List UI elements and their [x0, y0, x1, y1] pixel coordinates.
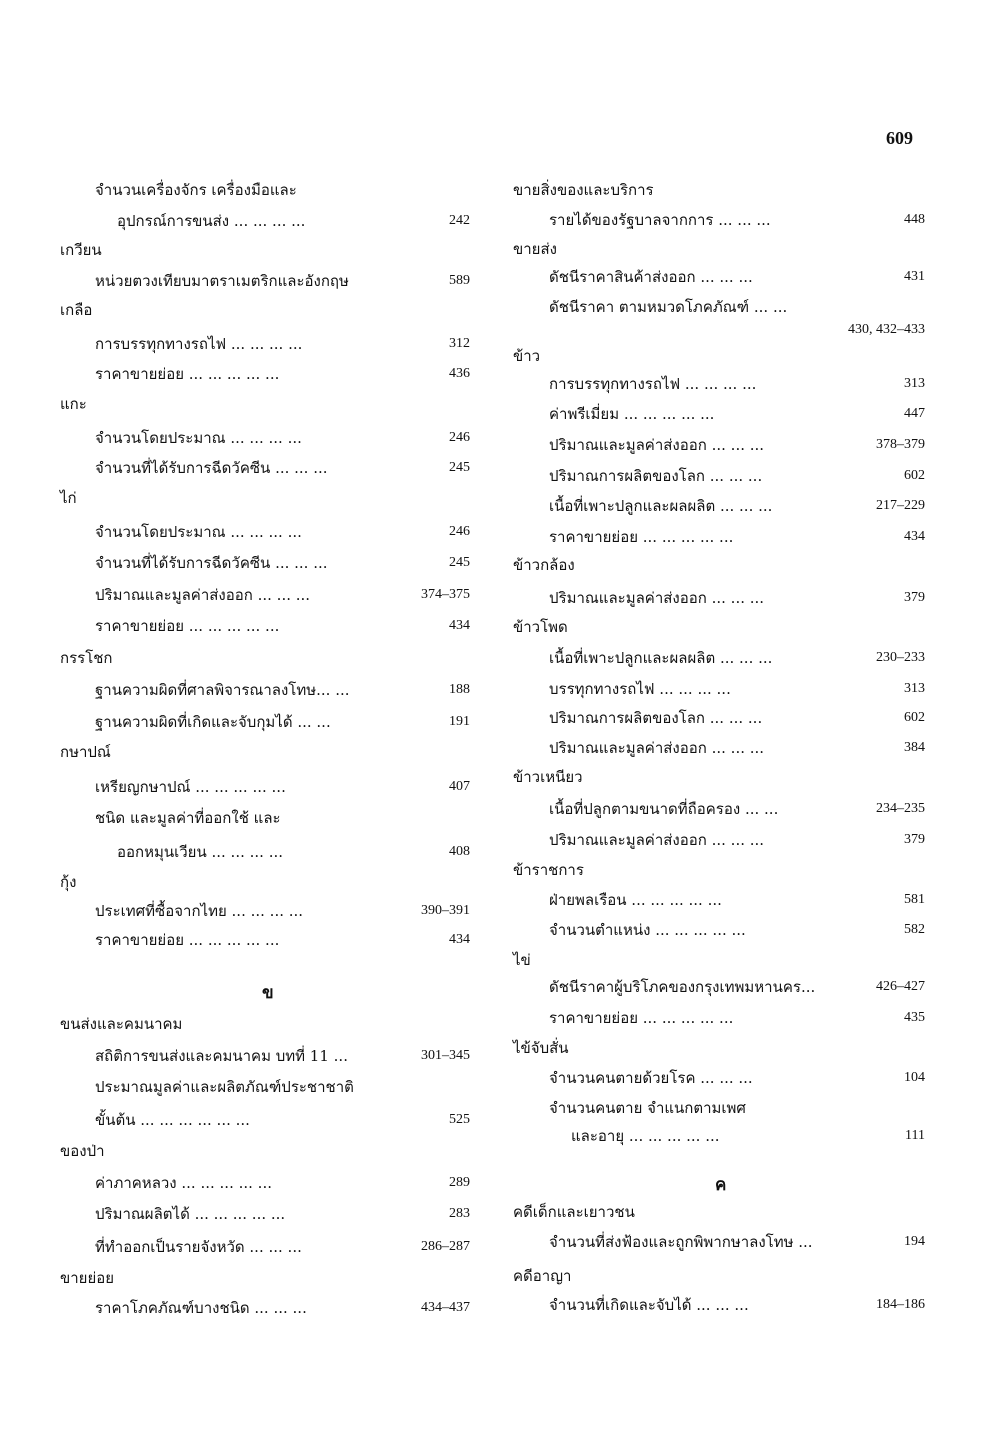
index-entry-page: 374–375 — [421, 587, 470, 602]
index-entry-page: 525 — [449, 1112, 470, 1127]
index-entry-page: 194 — [904, 1234, 925, 1249]
index-entry-text: เหรียญกษาปณ์ ... ... ... ... ... — [95, 778, 286, 796]
index-entry-text: ปริมาณการผลิตของโลก ... ... ... — [549, 709, 763, 727]
index-heading: ขายสิ่งของและบริการ — [513, 181, 654, 199]
index-entry-text: ราคาขายย่อย ... ... ... ... ... — [549, 1009, 734, 1027]
index-entry-text: จำนวนคนตายด้วยโรค ... ... ... — [549, 1069, 753, 1087]
index-entry-page: 434 — [449, 932, 470, 947]
index-heading: แกะ — [60, 395, 87, 413]
index-entry-text: เนื้อที่ปลูกตามขนาดที่ถือครอง ... ... — [549, 800, 779, 818]
index-entry-text: ปริมาณและมูลค่าส่งออก ... ... ... — [549, 739, 765, 757]
index-entry-page: 435 — [904, 1010, 925, 1025]
index-entry-page: 245 — [449, 555, 470, 570]
index-heading: กุ้ง — [60, 873, 77, 891]
index-entry-text: จำนวนที่ได้รับการฉีดวัคซีน ... ... ... — [95, 554, 328, 572]
index-entry-page: 283 — [449, 1206, 470, 1221]
index-entry-text: ปริมาณและมูลค่าส่งออก ... ... ... — [95, 586, 311, 604]
index-entry-text: จำนวนที่เกิดและจับได้ ... ... ... — [549, 1296, 749, 1314]
index-entry-text: ขั้นต้น ... ... ... ... ... ... — [95, 1111, 250, 1129]
index-entry-text: การบรรทุกทางรถไฟ ... ... ... ... — [549, 375, 757, 393]
index-entry-text: ที่ทำออกเป็นรายจังหวัด ... ... ... — [95, 1238, 302, 1256]
index-entry-page: 242 — [449, 213, 470, 228]
index-heading: คดีอาญา — [513, 1267, 572, 1285]
index-entry-page: 589 — [449, 273, 470, 288]
index-heading: ไข้จับสั่น — [513, 1039, 569, 1057]
index-entry-text: ปริมาณและมูลค่าส่งออก ... ... ... — [549, 589, 765, 607]
index-entry-text: ปริมาณการผลิตของโลก ... ... ... — [549, 467, 763, 485]
index-entry-text: การบรรทุกทางรถไฟ ... ... ... ... — [95, 335, 303, 353]
index-entry-page: 436 — [449, 366, 470, 381]
index-entry-text: ปริมาณและมูลค่าส่งออก ... ... ... — [549, 831, 765, 849]
index-entry-page: 234–235 — [876, 801, 925, 816]
index-heading: ขายย่อย — [60, 1269, 115, 1287]
index-entry-page: 188 — [449, 682, 470, 697]
index-entry-page: 111 — [905, 1128, 925, 1143]
index-entry-text: ดัชนีราคาสินค้าส่งออก ... ... ... — [549, 268, 753, 286]
index-entry-page: 448 — [904, 212, 925, 227]
index-entry-text: จำนวนโดยประมาณ ... ... ... ... — [95, 429, 302, 447]
index-heading: กษาปณ์ — [60, 743, 111, 761]
index-heading: ข้าวเหนียว — [513, 768, 583, 786]
index-entry-text: ชนิด และมูลค่าที่ออกใช้ และ — [95, 809, 281, 827]
index-entry-text: ราคาขายย่อย ... ... ... ... ... — [549, 528, 734, 546]
index-entry-page: 581 — [904, 892, 925, 907]
index-heading: ข้าวโพด — [513, 618, 568, 636]
index-heading: ไข่ — [513, 951, 531, 969]
index-entry-page: 184–186 — [876, 1297, 925, 1312]
index-heading: ไก่ — [60, 489, 77, 507]
index-entry-text: ดัชนีราคา ตามหมวดโภคภัณฑ์ ... ... — [549, 298, 788, 316]
index-heading: เกลือ — [60, 301, 93, 319]
index-entry-text: จำนวนโดยประมาณ ... ... ... ... — [95, 523, 302, 541]
index-heading: ข้าว — [513, 347, 541, 365]
index-entry-page: 582 — [904, 922, 925, 937]
index-entry-text: ฐานความผิดที่ศาลพิจารณาลงโทษ... ... — [95, 681, 350, 699]
index-entry-text: ออกหมุนเวียน ... ... ... ... — [117, 843, 284, 861]
index-entry-text: บรรทุกทางรถไฟ ... ... ... ... — [549, 680, 731, 698]
index-entry-page: 313 — [904, 681, 925, 696]
index-entry-text: ประเทศที่ซื้อจากไทย ... ... ... ... — [95, 902, 304, 920]
index-entry-page: 301–345 — [421, 1048, 470, 1063]
index-entry-page: 246 — [449, 430, 470, 445]
index-heading: ขายส่ง — [513, 240, 557, 258]
index-entry-text: ค่าพรีเมี่ยม ... ... ... ... ... — [549, 405, 715, 423]
index-entry-text: ราคาขายย่อย ... ... ... ... ... — [95, 931, 280, 949]
index-entry-text: ค่าภาคหลวง ... ... ... ... ... — [95, 1174, 272, 1192]
index-entry-page: 378–379 — [876, 437, 925, 452]
index-entry-page: 230–233 — [876, 650, 925, 665]
index-entry-text: อุปกรณ์การขนส่ง ... ... ... ... — [117, 212, 306, 230]
section-letter: ค — [715, 1175, 727, 1195]
index-heading: คดีเด็กและเยาวชน — [513, 1203, 635, 1221]
index-entry-page: 434–437 — [421, 1300, 470, 1315]
index-entry-page: 426–427 — [876, 979, 925, 994]
index-entry-page: 602 — [904, 710, 925, 725]
index-entry-page: 191 — [449, 714, 470, 729]
index-entry-text: จำนวนที่ได้รับการฉีดวัคซีน ... ... ... — [95, 459, 328, 477]
index-entry-text: ดัชนีราคาผู้บริโภคของกรุงเทพมหานคร... — [549, 978, 816, 996]
index-heading: ข้าวกล้อง — [513, 556, 575, 574]
index-entry-page: 312 — [449, 336, 470, 351]
index-entry-text: ฝ่ายพลเรือน ... ... ... ... ... — [549, 891, 722, 909]
index-entry-page: 408 — [449, 844, 470, 859]
index-heading: ของป่า — [60, 1142, 105, 1160]
section-letter: ข — [262, 983, 274, 1003]
index-entry-text: จำนวนคนตาย จำแนกตามเพศ — [549, 1099, 746, 1117]
index-entry-page: 447 — [904, 406, 925, 421]
index-entry-page: 434 — [904, 529, 925, 544]
index-column-right — [495, 0, 935, 1436]
index-entry-page: 434 — [449, 618, 470, 633]
index-entry-page: 384 — [904, 740, 925, 755]
index-entry-page: 407 — [449, 779, 470, 794]
index-entry-text: ฐานความผิดที่เกิดและจับกุมได้ ... ... — [95, 713, 331, 731]
index-heading: เกวียน — [60, 241, 102, 259]
index-entry-page: 104 — [904, 1070, 925, 1085]
index-entry-text: จำนวนที่ส่งฟ้องและถูกพิพากษาลงโทษ ... — [549, 1233, 813, 1251]
index-heading: ขนส่งและคมนาคม — [60, 1015, 183, 1033]
index-entry-page: 602 — [904, 468, 925, 483]
index-entry-page: 217–229 — [876, 498, 925, 513]
index-entry-text: รายได้ของรัฐบาลจากการ ... ... ... — [549, 211, 771, 229]
index-entry-text: ปริมาณผลิตได้ ... ... ... ... ... — [95, 1205, 286, 1223]
index-entry-text: จำนวนเครื่องจักร เครื่องมือและ — [95, 181, 297, 199]
index-heading: กรรโชก — [60, 649, 113, 667]
index-entry-page: 430, 432–433 — [848, 322, 925, 337]
index-heading: ข้าราชการ — [513, 861, 584, 879]
index-entry-text: ประมาณมูลค่าและผลิตภัณฑ์ประชาชาติ — [95, 1078, 354, 1096]
index-entry-text: หน่วยตวงเทียบมาตราเมตริกและอังกฤษ — [95, 272, 349, 290]
index-entry-text: จำนวนตำแหน่ง ... ... ... ... ... — [549, 921, 746, 939]
page-number: 609 — [886, 128, 913, 148]
index-entry-text: ราคาขายย่อย ... ... ... ... ... — [95, 365, 280, 383]
index-entry-page: 286–287 — [421, 1239, 470, 1254]
index-entry-text: สถิติการขนส่งและคมนาคม บทที่ 11 ... — [95, 1047, 348, 1065]
index-entry-page: 246 — [449, 524, 470, 539]
index-entry-text: เนื้อที่เพาะปลูกและผลผลิต ... ... ... — [549, 649, 773, 667]
index-entry-text: เนื้อที่เพาะปลูกและผลผลิต ... ... ... — [549, 497, 773, 515]
index-entry-text: ราคาขายย่อย ... ... ... ... ... — [95, 617, 280, 635]
index-entry-page: 379 — [904, 590, 925, 605]
index-entry-page: 390–391 — [421, 903, 470, 918]
index-entry-text: ราคาโภคภัณฑ์บางชนิด ... ... ... — [95, 1299, 307, 1317]
index-entry-page: 313 — [904, 376, 925, 391]
index-entry-page: 431 — [904, 269, 925, 284]
index-entry-text: ปริมาณและมูลค่าส่งออก ... ... ... — [549, 436, 765, 454]
index-column-left — [0, 0, 480, 1436]
index-entry-page: 245 — [449, 460, 470, 475]
index-entry-page: 289 — [449, 1175, 470, 1190]
index-entry-page: 379 — [904, 832, 925, 847]
index-entry-text: และอายุ ... ... ... ... ... — [571, 1127, 720, 1145]
